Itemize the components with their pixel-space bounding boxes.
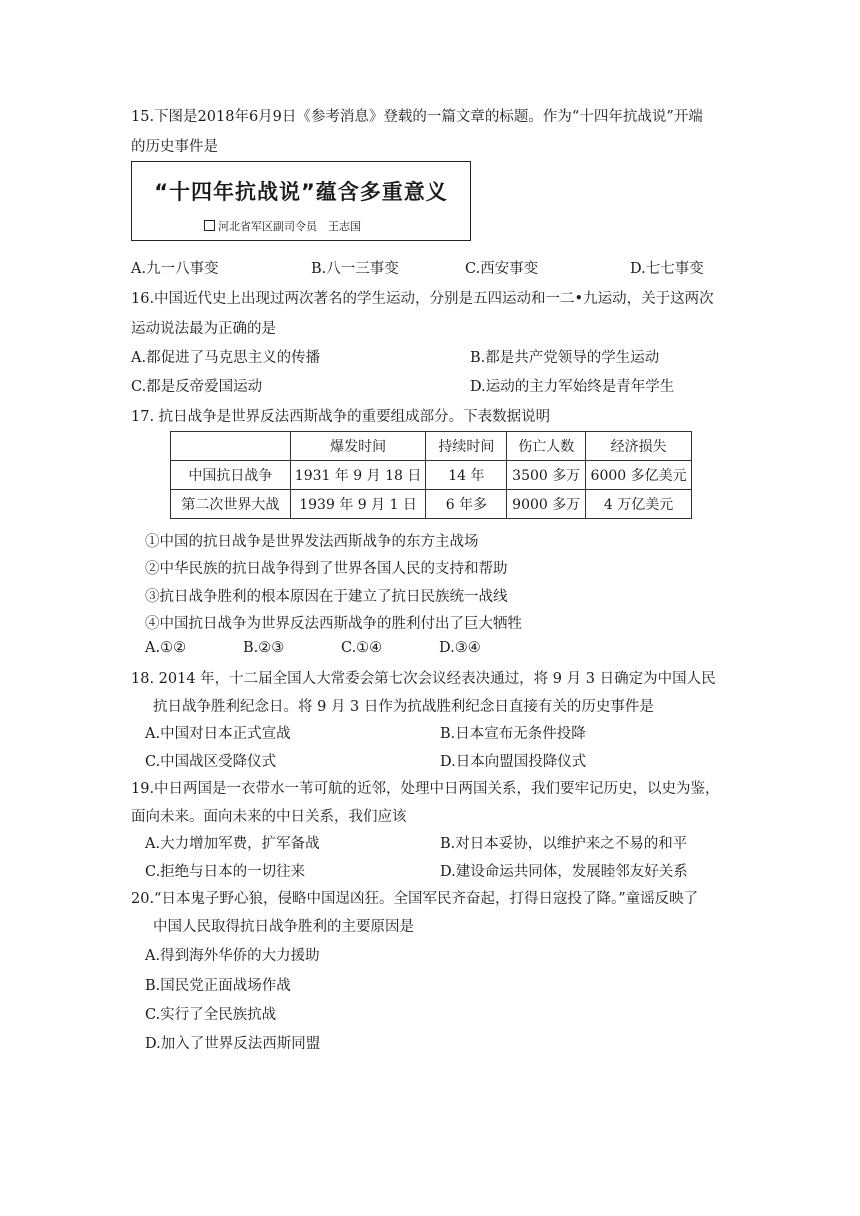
table-cell: 9000 多万 <box>507 490 586 519</box>
table-header-cell: 经济损失 <box>586 432 692 461</box>
q19-option-c: C.拒绝与日本的一切往来 <box>145 864 306 880</box>
table-header-cell: 伤亡人数 <box>507 432 586 461</box>
q18-option-c: C.中国战区受降仪式 <box>145 754 277 770</box>
square-icon <box>204 220 215 231</box>
table-cell: 4 万亿美元 <box>586 490 692 519</box>
q18-option-d: D.日本向盟国投降仪式 <box>440 754 587 770</box>
q15-option-a: A.九一八事变 <box>131 261 219 277</box>
q18-stem-line1: 18. 2014 年，十二届全国人大常委会第七次会议经表决通过，将 9 月 3 日确定为中国人民 <box>131 671 716 687</box>
q19-option-a: A.大力增加军费，扩军备战 <box>145 836 320 852</box>
table-header-cell: 爆发时间 <box>290 432 426 461</box>
q17-statement-4: ④中国抗日战争为世界反法西斯战争的胜利付出了巨大牺牲 <box>145 616 522 632</box>
q17-data-table <box>170 431 692 519</box>
q17-option-c: C.①④ <box>341 640 383 656</box>
q16-option-a: A.都促进了马克思主义的传播 <box>131 350 321 366</box>
table-header-cell <box>171 432 291 461</box>
q18-option-a: A.中国对日本正式宣战 <box>145 726 291 742</box>
q17-option-b: B.②③ <box>243 640 285 656</box>
byline-text: 河北省军区副司令员 王志国 <box>218 220 361 233</box>
table-cell: 1939 年 9 月 1 日 <box>290 490 426 519</box>
q16-stem-line1: 16.中国近代史上出现过两次著名的学生运动，分别是五四运动和一二•九运动，关于这两次 <box>131 291 714 307</box>
table-cell: 中国抗日战争 <box>171 461 291 490</box>
headline-byline <box>204 218 361 234</box>
q18-stem-line2: 抗日战争胜利纪念日。将 9 月 3 日作为抗战胜利纪念日直接有关的历史事件是 <box>153 699 654 715</box>
q17-statement-1: ①中国的抗日战争是世界发法西斯战争的东方主战场 <box>145 534 479 550</box>
table-row <box>171 490 692 519</box>
table-cell: 第二次世界大战 <box>171 490 291 519</box>
table-header-cell: 持续时间 <box>426 432 507 461</box>
table-cell: 6000 多亿美元 <box>586 461 692 490</box>
q19-option-b: B.对日本妥协，以维护来之不易的和平 <box>440 836 688 852</box>
q17-statement-2: ②中华民族的抗日战争得到了世界各国人民的支持和帮助 <box>145 561 508 577</box>
q19-stem-line1: 19.中日两国是一衣带水一苇可航的近邻，处理中日两国关系，我们要牢记历史，以史为鉴， <box>131 781 720 797</box>
table-cell: 3500 多万 <box>507 461 586 490</box>
q20-option-a: A.得到海外华侨的大力援助 <box>145 948 320 964</box>
headline-text: “十四年抗战说”蕴含多重意义 <box>154 180 448 204</box>
q20-option-c: C.实行了全民族抗战 <box>145 1007 277 1023</box>
q20-option-d: D.加入了世界反法西斯同盟 <box>145 1036 321 1052</box>
q15-figure-headline <box>131 161 471 241</box>
q20-stem-line2: 中国人民取得抗日战争胜利的主要原因是 <box>153 919 414 935</box>
q16-option-c: C.都是反帝爱国运动 <box>131 379 263 395</box>
q17-stem: 17. 抗日战争是世界反法西斯战争的重要组成部分。下表数据说明 <box>131 409 551 425</box>
table-header-row <box>171 432 692 461</box>
q17-option-d: D.③④ <box>439 640 481 656</box>
q15-stem-line2: 的历史事件是 <box>131 139 218 155</box>
q15-option-b: B.八一三事变 <box>311 261 399 277</box>
q16-stem-line2: 运动说法最为正确的是 <box>131 321 276 337</box>
table-cell: 1931 年 9 月 18 日 <box>290 461 426 490</box>
table-cell: 14 年 <box>426 461 507 490</box>
q17-option-a: A.①② <box>145 640 187 656</box>
q15-stem-line1: 15.下图是2018年6月9日《参考消息》登载的一篇文章的标题。作为“十四年抗战说”开端 <box>131 109 703 125</box>
q19-stem-line2: 面向未来。面向未来的中日关系，我们应该 <box>131 809 407 825</box>
q17-statement-3: ③抗日战争胜利的根本原因在于建立了抗日民族统一战线 <box>145 589 508 605</box>
q19-option-d: D.建设命运共同体，发展睦邻友好关系 <box>440 864 688 880</box>
q15-option-d: D.七七事变 <box>630 261 704 277</box>
q15-option-c: C.西安事变 <box>465 261 539 277</box>
q20-option-b: B.国民党正面战场作战 <box>145 978 291 994</box>
q20-stem-line1: 20.“日本鬼子野心狼，侵略中国逞凶狂。全国军民齐奋起，打得日寇投了降。”童谣反映了 <box>131 891 699 907</box>
q16-option-b: B.都是共产党领导的学生运动 <box>470 350 660 366</box>
q16-option-d: D.运动的主力军始终是青年学生 <box>470 379 675 395</box>
table-row <box>171 461 692 490</box>
table-cell: 6 年多 <box>426 490 507 519</box>
q18-option-b: B.日本宣布无条件投降 <box>440 726 586 742</box>
